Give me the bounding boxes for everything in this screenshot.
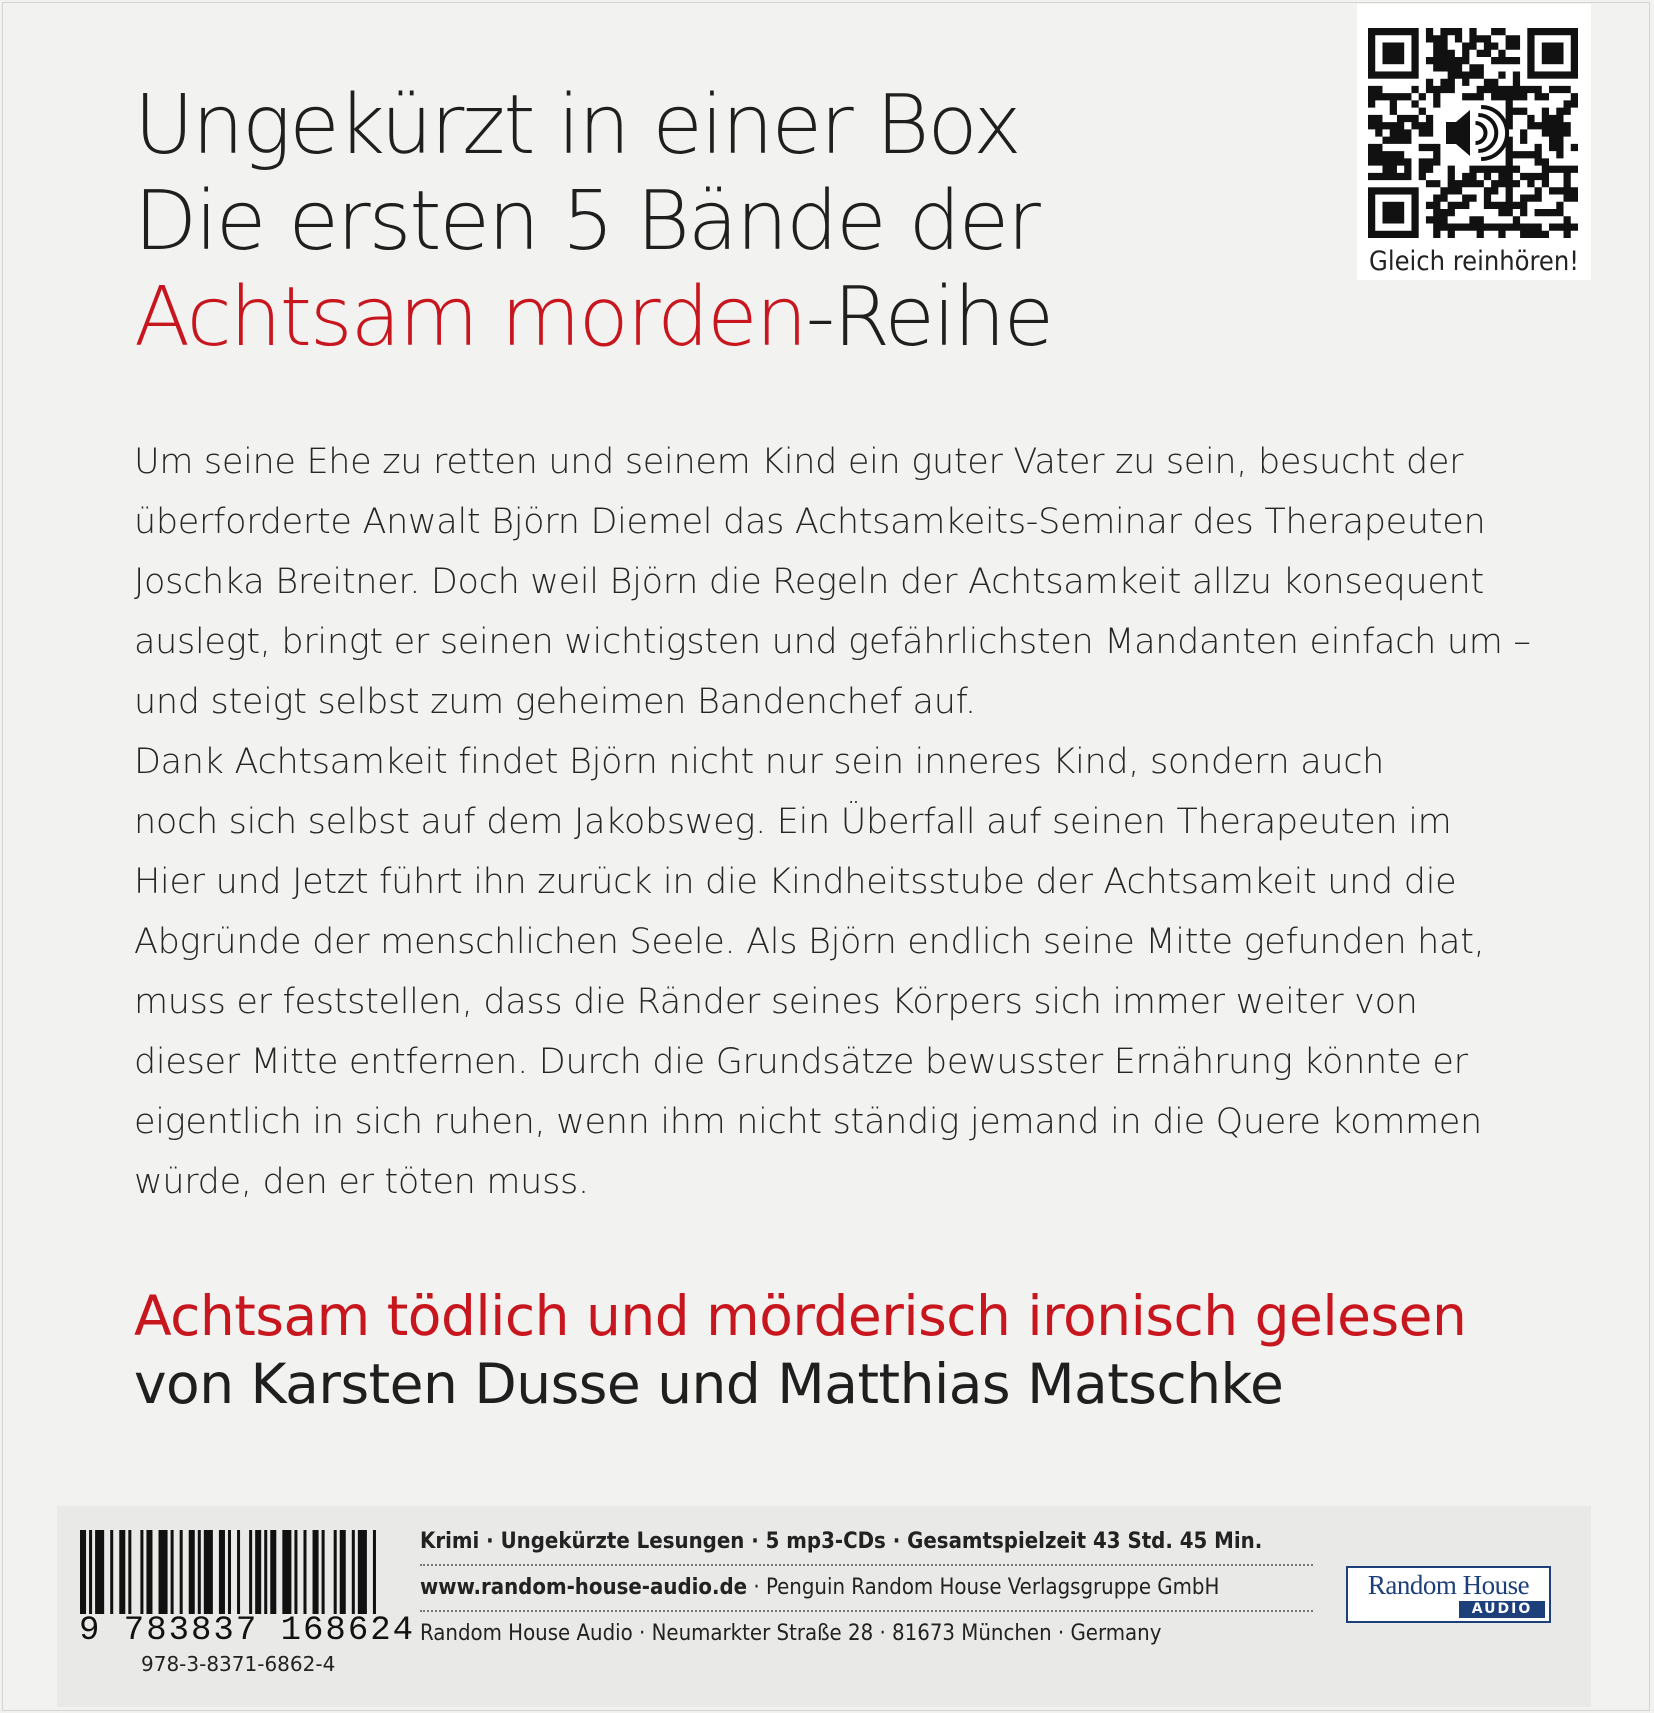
publisher-line <box>420 1566 1313 1612</box>
logo-audio: AUDIO <box>1459 1601 1545 1618</box>
barcode-bar <box>303 1530 306 1614</box>
barcode-bar <box>340 1530 346 1614</box>
barcode-bar <box>264 1530 267 1614</box>
barcode-bar <box>294 1530 297 1614</box>
title-line-2: Die ersten 5 Bände der <box>134 174 1039 269</box>
barcode-bar <box>80 1530 86 1614</box>
qr-code[interactable] <box>1368 28 1578 238</box>
speaker-icon <box>1446 107 1507 159</box>
qr-code-box[interactable] <box>1357 4 1591 280</box>
page-title <box>134 78 1234 366</box>
barcode-bar <box>146 1530 152 1614</box>
barcode-bar <box>352 1530 355 1614</box>
barcode-bar <box>255 1530 261 1614</box>
series-suffix: -Reihe <box>805 270 1053 365</box>
barcode-bar <box>180 1530 183 1614</box>
footer-strip <box>57 1506 1591 1707</box>
qr-finder-pattern <box>1531 32 1574 75</box>
description-text <box>134 432 1574 1212</box>
qr-caption: Gleich reinhören! <box>1369 246 1579 277</box>
random-house-audio-logo <box>1346 1566 1551 1623</box>
description-line: noch sich selbst auf dem Jakobsweg. Ein Überfall auf seinen Therapeuten im <box>134 802 1452 842</box>
tagline-narrators: von Karsten Dusse und Matthias Matschke <box>134 1352 1284 1416</box>
barcode-bar <box>189 1530 195 1614</box>
qr-finder-pattern <box>1372 32 1415 75</box>
barcode-bar <box>322 1530 325 1614</box>
tagline <box>134 1282 1574 1418</box>
description-line: würde, den er töten muss. <box>134 1162 589 1202</box>
barcode-bar <box>159 1530 168 1614</box>
description-line: Abgründe der menschlichen Seele. Als Björn endlich seine Mitte gefunden hat, <box>134 922 1485 962</box>
barcode-bar <box>198 1530 201 1614</box>
barcode-bar <box>313 1530 319 1614</box>
barcode-bar <box>282 1530 291 1614</box>
barcode-bar <box>228 1530 231 1614</box>
barcode-bar <box>373 1530 376 1614</box>
barcode-bar <box>249 1530 252 1614</box>
description-line: Dank Achtsamkeit findet Björn nicht nur sein inneres Kind, sondern auch <box>134 742 1385 782</box>
barcode-bar <box>270 1530 276 1614</box>
barcode-bar <box>128 1530 131 1614</box>
description-line: auslegt, bringt er seinen wichtigsten und gefährlichsten Mandanten einfach um – <box>134 622 1531 662</box>
barcode-bar <box>89 1530 92 1614</box>
barcode-bar <box>110 1530 113 1614</box>
logo-name: Random House <box>1367 1570 1530 1600</box>
description-line: dieser Mitte entfernen. Durch die Grundsätze bewusster Ernährung könnte er <box>134 1042 1468 1082</box>
barcode-bar <box>237 1530 240 1614</box>
barcode <box>80 1530 382 1614</box>
barcode-bar <box>334 1530 337 1614</box>
description-line: muss er feststellen, dass die Ränder seines Körpers sich immer weiter von <box>134 982 1418 1022</box>
barcode-bar <box>358 1530 367 1614</box>
title-line-1: Ungekürzt in einer Box <box>134 78 1020 173</box>
publisher-name: · Penguin Random House Verlagsgruppe GmbH <box>747 1575 1220 1600</box>
product-details: Krimi · Ungekürzte Lesungen · 5 mp3-CDs · Gesamtspielzeit 43 Std. 45 Min. <box>420 1520 1313 1566</box>
barcode-bar <box>204 1530 213 1614</box>
series-name: Achtsam morden <box>134 270 806 365</box>
description-line: überforderte Anwalt Björn Diemel das Achtsamkeits-Seminar des Therapeuten <box>134 502 1486 542</box>
tagline-red: Achtsam tödlich und mörderisch ironisch gelesen <box>134 1284 1467 1348</box>
title-line-3 <box>134 270 1234 366</box>
description-line: Hier und Jetzt führt ihn zurück in die Kindheitsstube der Achtsamkeit und die <box>134 862 1457 902</box>
qr-finder-pattern <box>1372 191 1415 234</box>
barcode-bar <box>219 1530 225 1614</box>
barcode-bar <box>171 1530 174 1614</box>
isbn-number: 978-3-8371-6862-4 <box>141 1652 336 1676</box>
description-line: und steigt selbst zum geheimen Bandenchef auf. <box>134 682 976 722</box>
description-line: Joschka Breitner. Doch weil Björn die Regeln der Achtsamkeit allzu konsequent <box>134 562 1484 602</box>
description-line: Um seine Ehe zu retten und seinem Kind ein guter Vater zu sein, besucht der <box>134 442 1464 482</box>
barcode-digits: 9 783837 168624 <box>79 1612 416 1650</box>
product-info <box>420 1520 1320 1656</box>
publisher-address: Random House Audio · Neumarkter Straße 28 · 81673 München · Germany <box>420 1621 1162 1646</box>
barcode-bar <box>140 1530 143 1614</box>
publisher-url[interactable]: www.random-house-audio.de <box>420 1575 748 1600</box>
barcode-bar <box>95 1530 104 1614</box>
barcode-bar <box>119 1530 125 1614</box>
description-line: eigentlich in sich ruhen, wenn ihm nicht ständig jemand in die Quere kommen <box>134 1102 1482 1142</box>
